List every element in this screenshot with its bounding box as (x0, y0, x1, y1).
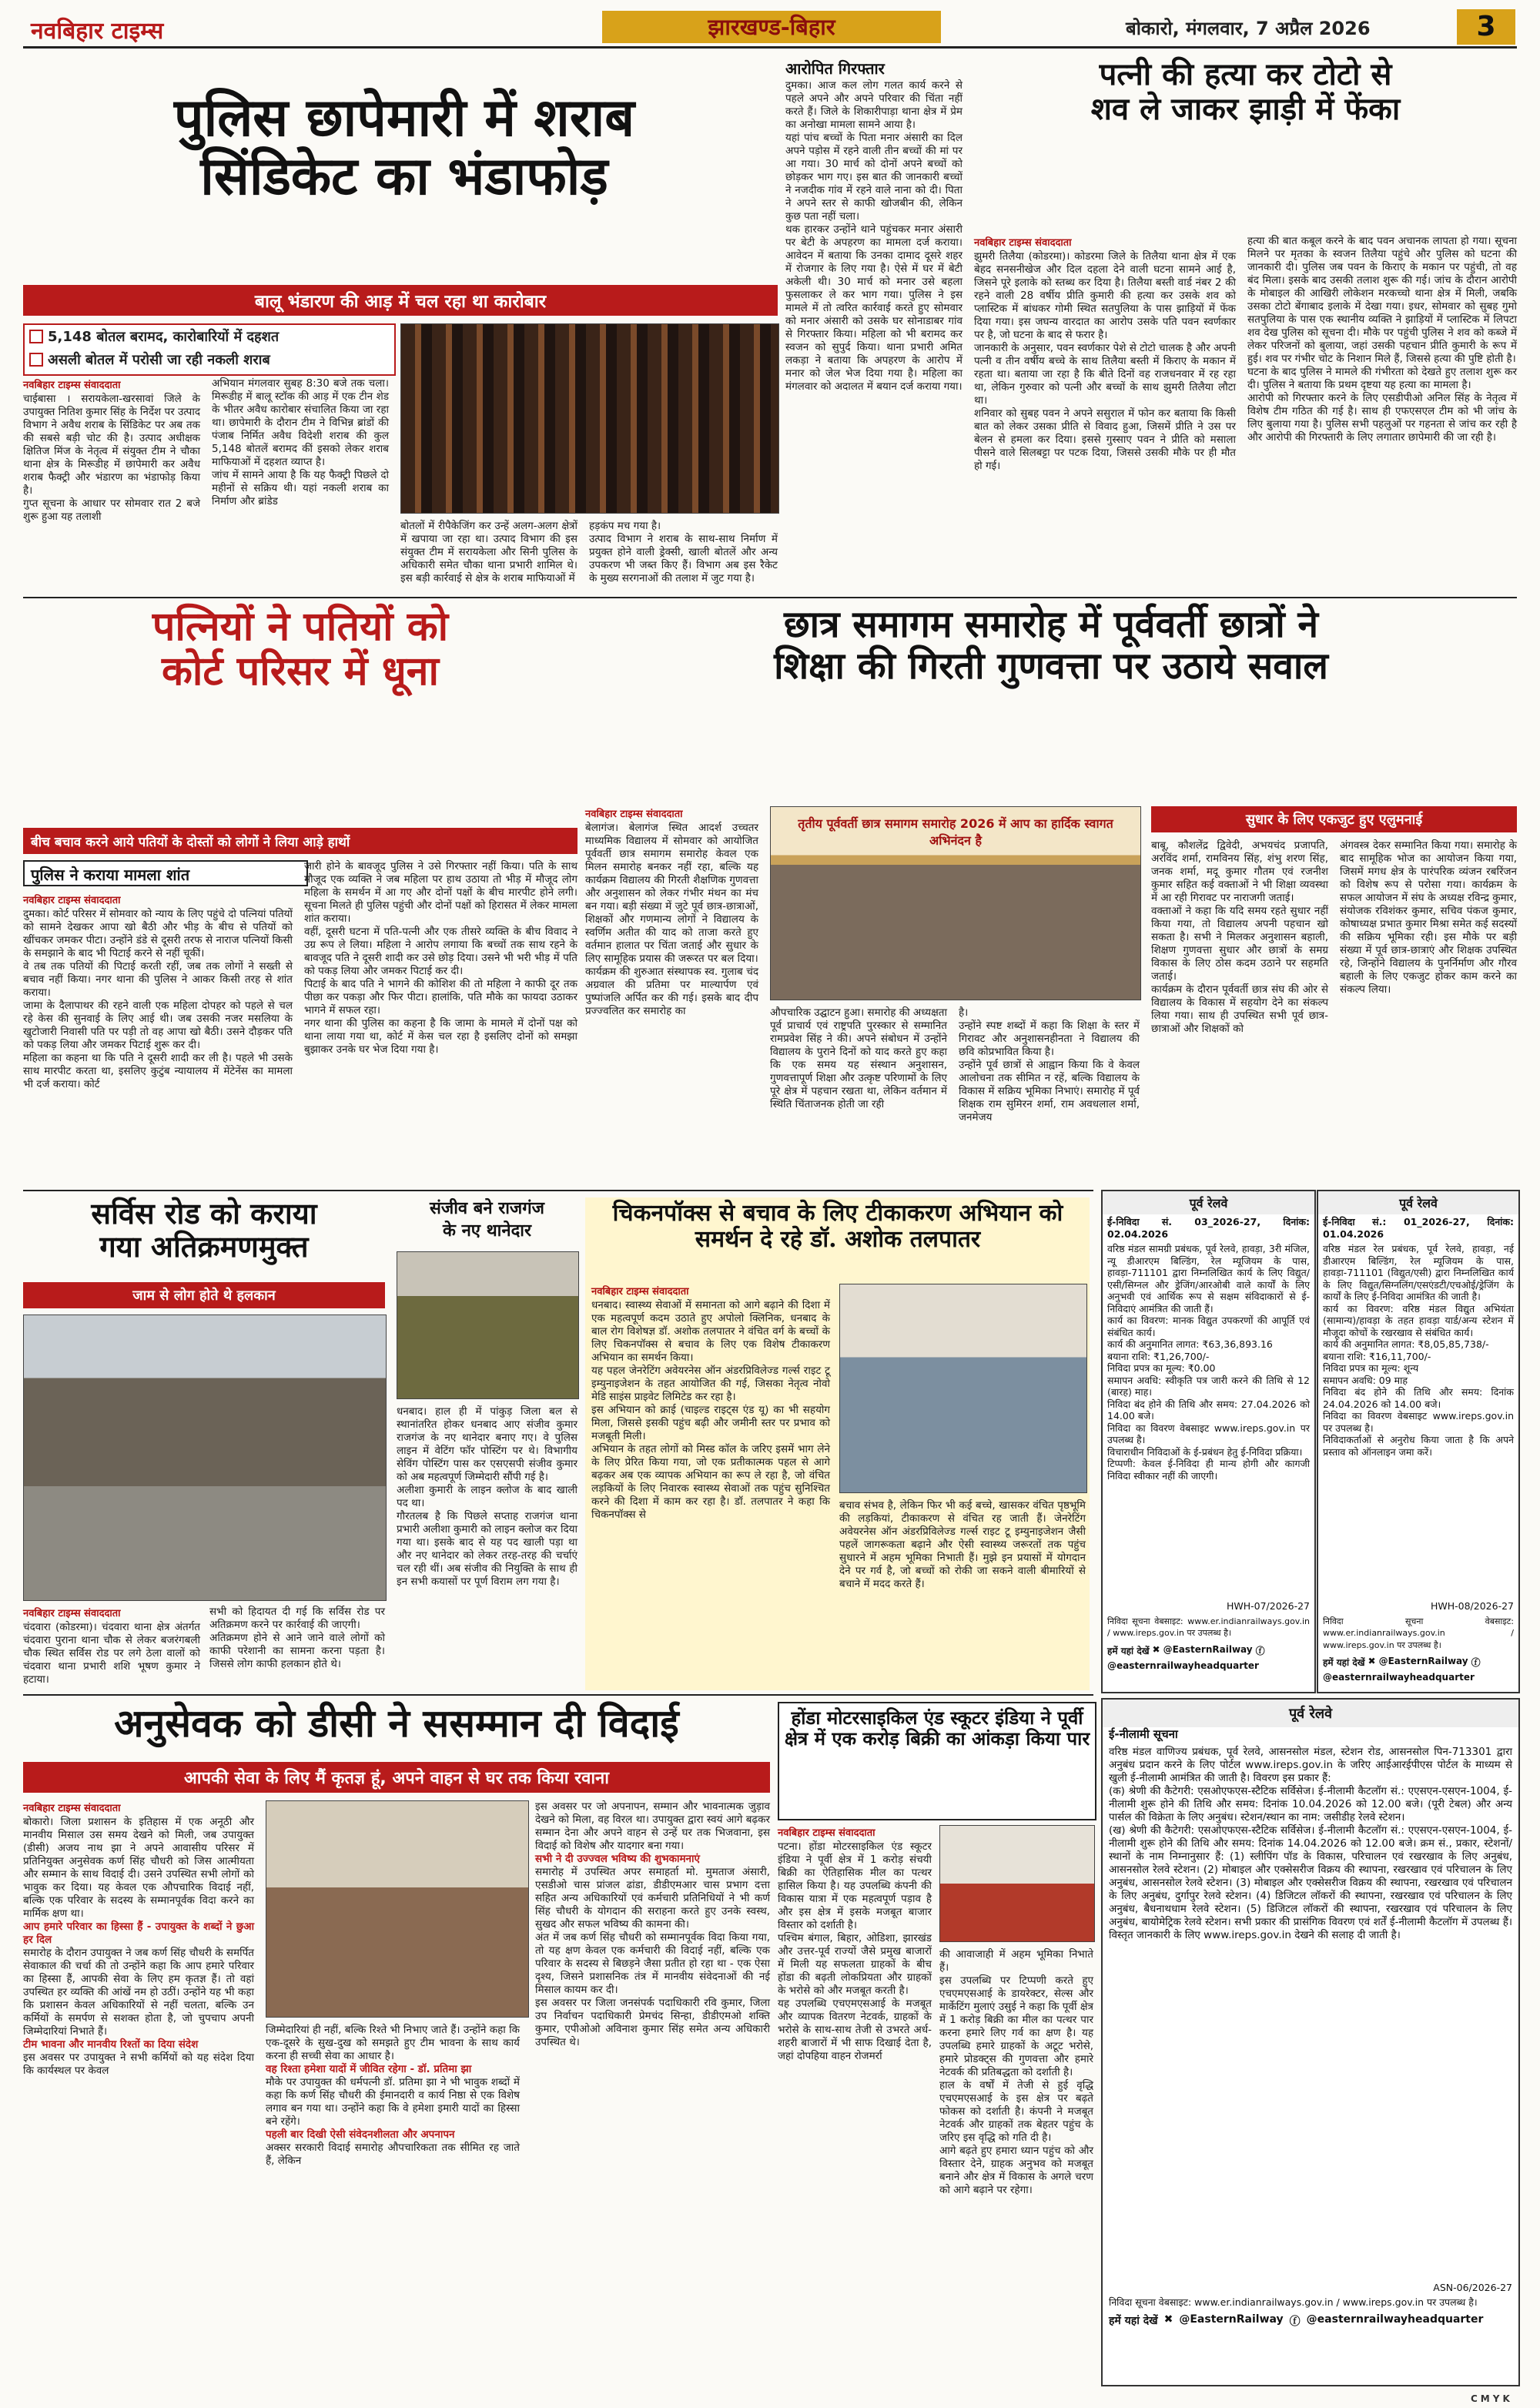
story-honda (778, 1702, 1093, 2395)
farewell-photo (266, 1800, 529, 2018)
cmyk-label: CMYK (1471, 2393, 1513, 2404)
headline-box (778, 1702, 1096, 1820)
notice-header: पूर्व रेलवे (1103, 1700, 1518, 1727)
body-col1: पटना। होंडा मोटरसाइकिल एंड स्कूटर इंडिया ने पूर्वी क्षेत्र में 1 करोड़ संचयी बिक्री का ऐतिहासिक मील का पत्थर हासिल किया है। यह उपलब्धि कंपनी की विकास यात्रा में एक महत्वपूर्ण पड़ाव है और इस क्षेत्र में इसके मजबूत बाजार विस्तार को दर्शाती है। पश्चिम बंगाल, बिहार, ओडिशा, झारखंड और उत्तर-पूर्व राज्यों जैसे प्रमुख बाजारों में मिली यह सफलता ग्राहकों के बीच होंडा की बढ़ती लोकप्रियता और ग्राहकों के भरोसे को और मजबूत करती है। यह उपलब्धि एचएमएसआई के मजबूत और व्यापक वितरण नेटवर्क, ग्राहकों के भरोसे के साथ-साथ तेजी से उभरते अर्ध-शहरी बाजारों में भी साफ दिखाई देता है, जहां दोपहिया वाहन रोजमर्रा (778, 1840, 932, 2062)
railway-notice-3 (1101, 1698, 1520, 2386)
social-row: हमें यहां देखें ✖ @EasternRailway ⓕ @easternrailwayheadquarter (1109, 2313, 1484, 2328)
notice-website: निविदा सूचना वेबसाइट: www.er.indianrailways.gov.in / www.ireps.gov.in पर उपलब्ध है। (1323, 1616, 1517, 1650)
notice-body: वरिष्ठ मंडल वाणिज्य प्रबंधक, पूर्व रेलवे, आसनसोल मंडल, स्टेशन रोड, आसनसोल पिन-713301 द्वारा अनुबंध प्रदान करने के लिए पोर्टल www.ireps.gov.in के जरिए आईआरईपीएस पोर्टल के माध्यम से खुली ई-नीलामी आमंत्रित की जाती है। विवरण इस प्रकार हैं: (क) श्रेणी की कैटेगरी: एसओएफएस-स्टैटिक सर्विसेज। ई-नीलामी कैटलॉग सं.: एएसएन-एसएन-1004, ई-नीलामी शुरू होने की तिथि और समय: दिनांक 10.04.2026 को 12.00 बजे। (पूरी टेबल) और अन्य पार्सल की विक्रेता के लिए अनुबंध। स्टेशन/स्थान का नाम: जसीडीह रेलवे स्टेशन। (ख) श्रेणी की कैटेगरी: एसओएफएस-स्टैटिक सर्विसेज। ई-नीलामी कैटलॉग सं.: एएसएन-एसएन-1004, ई-नीलामी शुरू होने की तिथि और समय: दिनांक 14.04.2026 को 12.00 बजे। क्रम सं., प्रकार, स्टेशनों/स्थानों के नाम निम्नानुसार हैं: (1) स्लीपिंग पॉड के विकास, परिचालन एवं रखरखाव के लिए अनुबंध, आसनसोल रेलवे स्टेशन। (2) मोबाइल और एक्सेसरीज विक्रय की स्थापना, रखरखाव एवं परिचालन के लिए अनुबंध, आसनसोल रेलवे स्टेशन। (3) मोबाइल और एक्सेसरीज विक्रय की स्थापना, रखरखाव एवं परिचालन के लिए अनुबंध, दुर्गापुर रेलवे स्टेशन। (4) डिजिटल लॉकरों की स्थापना, रखरखाव एवं परिचालन के लिए अनुबंध, बैधनाथधाम रेलवे स्टेशन। (5) डिजिटल लॉकरों की स्थापना, रखरखाव एवं परिचालन के लिए अनुबंध, बायोमेट्रिक रेलवे स्टेशन। सभी प्रकार की प्रासंगिक विवरण एवं शर्तें ई-नीलामी कैटलॉग में उपलब्ध हैं। विस्तृत जानकारी के लिए www.ireps.gov.in देखने की सलाह दी जाती है। (1109, 1745, 1512, 1941)
honda-photo (939, 1825, 1095, 1942)
byline: नवबिहार टाइम्स संवाददाता (974, 237, 1072, 249)
notice-header: पूर्व रेलवे (1103, 1191, 1314, 1214)
body-col4: हड़कंप मच गया है। उत्पाद विभाग ने शराब के साथ-साथ निर्माण में प्रयुक्त होने वाली ड्रेक्सी, खाली बोतलें और अन्य उपकरण भी जब्त किए हैं। विभाग अब इस रैकेट के मुख्य सरगनाओं की तलाश में जुट गया है। (589, 520, 778, 584)
body-col1: चाईबासा । सरायकेला-खरसावां जिले के उपायुक्त नितिश कुमार सिंह के निर्देश पर उत्पाद विभाग ने अवैध शराब के सिंडिकेट पर अब तक की सबसे बड़ी चोट की है। उत्पाद अधीक्षक क्षितिज मिंज के नेतृत्व में संयुक्त टीम ने चौका थाना क्षेत्र के मिरूडीह में छापेमारी कर अवैध शराब फैक्ट्री और भंडारण का भंडाफोड़ किया है। गुप्त सूचना के आधार पर सोमवार रात 2 बजे शुरू हुआ यह तलाशी (23, 393, 200, 523)
body-col3: इस अवसर पर जो अपनापन, सम्मान और भावनात्मक जुड़ाव देखने को मिला, वह विरल था। उपायुक्त द्वारा स्वयं आगे बढ़कर सम्मान देना और अपने वाहन से उन्हें घर तक भिजवाना, इस विदाई को विशेष और यादगार बना गया। सभी ने दी उज्ज्वल भविष्य की शुभकामनाएं समारोह में उपस्थित अपर समाहर्ता मो. मुमताज अंसारी, एसडीओ चास प्रांजल ढांडा, डीडीएमआर चास प्रभाग दत्ता सहित अन्य अधिकारियों एवं कर्मचारी प्रतिनिधियों ने भी कर्ण सिंह चौधरी के योगदान की सराहना करते हुए उनके स्वस्थ, सुखद और सफल भविष्य की कामना की। अंत में जब कर्ण सिंह चौधरी को सम्मानपूर्वक विदा किया गया, तो यह क्षण केवल एक कर्मचारी की विदाई नहीं, बल्कि एक परिवार के सदस्य से बिछड़ने जैसा प्रतीत हो रहा था - एक ऐसा दृश्य, जिसने प्रशासनिक तंत्र में मानवीय संवेदनाओं की नई मिसाल कायम कर दी। इस अवसर पर जिला जनसंपर्क पदाधिकारी रवि कुमार, जिला उप निर्वाचन पदाधिकारी प्रेमचंद सिन्हा, डीडीएमओ शक्ति कुमार, एपीओओ अविनाश कुमार सिंह समेत अन्य अधिकारी उपस्थित थे। (535, 1800, 774, 2048)
page-number: 3 (1457, 9, 1515, 45)
tender-line: ई-निविदा सं.: 01_2026-27, दिनांक: 01.04.2026 (1323, 1216, 1518, 1240)
headline: सर्विस रोड को कराया गया अतिक्रमणमुक्त (91, 1196, 317, 1264)
body-col1: चंदवारा (कोडरमा)। चंदवारा थाना क्षेत्र अंतर्गत चंदवारा पुराना थाना चौक से लेकर बजरंगबली चौक स्थित सर्विस रोड पर लगे ठेला वालों को चंदवारा थाना प्रभारी शशि भूषण कुमार ने हटाया। (23, 1621, 204, 1686)
byline: नवबिहार टाइम्स संवाददाता (23, 895, 121, 906)
facebook-icon: ⓕ (1289, 2315, 1301, 2328)
headline: होंडा मोटरसाइकिल एंड स्कूटर इंडिया ने पूर्वी क्षेत्र में एक करोड़ बिक्री का आंकड़ा किया पार (784, 1706, 1090, 1750)
boxed-subhead: पुलिस ने कराया मामला शांत (23, 860, 308, 886)
railway-notice-2 (1317, 1190, 1520, 1693)
event-banner-text: तृतीय पूर्ववर्ती छात्र समागम समारोह 2026 में आप का हार्दिक स्वागत अभिनंदन है (798, 816, 1113, 848)
railway-notice-1 (1101, 1190, 1316, 1693)
x-icon: ✖ (1163, 2313, 1173, 2326)
notice-website: निविदा सूचना वेबसाइट: www.er.indianrailways.gov.in / www.ireps.gov.in पर उपलब्ध है। (1109, 2296, 1478, 2308)
story-arrest (785, 58, 966, 597)
byline: नवबिहार टाइम्स संवाददाता (23, 380, 121, 391)
masthead: नवबिहार टाइम्स (31, 18, 164, 45)
section-banner: झारखण्ड-बिहार (602, 11, 941, 43)
notice-body: वरिष्ठ मंडल रेल प्रबंधक, पूर्व रेलवे, हावड़ा, नई डीआरएम बिल्डिंग, रेल म्यूजियम के पास, हावड़ा-711101 (विद्युत/एसी) द्वारा निम्नलिखित कार्य के लिए विद्युत/सिग्नलिंग/एसएंडटी/एचओई/ड्रेजिंग के कार्यों के लिए ई-निविदा आमंत्रित की जाती है। कार्य का विवरण: वरिष्ठ मंडल विद्युत अभियंता (सामान्य)/हावड़ा के तहत हावड़ा यार्ड/अन्य स्टेशन में मौजूदा कोचों के रखरखाव से संबंधित कार्य। कार्य की अनुमानित लागत: ₹8,05,85,738/- बयाना राशि: ₹16,11,700/- निविदा प्रपत्र का मूल्य: शून्य समापन अवधि: 09 माह निविदा बंद होने की तिथि और समय: दिनांक 24.04.2026 को 14.00 बजे। निविदा का विवरण वेबसाइट www.ireps.gov.in पर उपलब्ध है। निविदाकर्ताओं से अनुरोध किया जाता है कि अपने प्रस्ताव को ऑनलाइन जमा करें। (1323, 1243, 1514, 1458)
social-row: हमें यहां देखें ✖ @EasternRailway ⓕ @easternrailwayheadquarter (1107, 1643, 1265, 1671)
body-col4: बाबू, कौशलेंद्र द्विवेदी, अभयचंद प्रजापति, अरविंद शर्मा, रामविनय सिंह, शंभु शरण सिंह, जनक शर्मा, मदू कुमार गौतम एवं रजनीश कुमार सहित कई वक्ताओं ने भी शिक्षा व्यवस्था में आ रही गिरावट पर नाराजगी जताई। वक्ताओं ने कहा कि यदि समय रहते सुधार नहीं किया गया, तो विद्यालय अपनी पहचान खो सकता है। सभी ने मिलकर अनुशासन बहाली, शिक्षण गुणवत्ता सुधार और छात्रों के समग्र विकास के लिए ठोस कदम उठाने पर सहमति जताई। कार्यक्रम के दौरान पूर्ववर्ती छात्र संघ की ओर से विद्यालय के विकास में सहयोग देने का संकल्प लिया गया। साथ ही उपस्थित सभी पूर्व छात्र-छात्राओं और शिक्षकों को (1151, 839, 1328, 1035)
notice-body: वरिष्ठ मंडल सामग्री प्रबंधक, पूर्व रेलवे, हावड़ा, 3री मंजिल, न्यू डीआरएम बिल्डिंग, रेल म्यूजियम के पास, हावड़ा-711101 द्वारा निम्नलिखित कार्य के लिए विद्युत/एसी/सिग्नल और ड्रेजिंग/आरओबी वाले कार्यों के लिए अनुभवी एवं आर्थिक रूप से सक्षम संविदाकारों से ई-निविदाएं आमंत्रित की जाती हैं। कार्य का विवरण: मानक विद्युत उपकरणों की आपूर्ति एवं संबंधित कार्य। कार्य की अनुमानित लागत: ₹63,36,893.16 बयाना राशि: ₹1,26,700/- निविदा प्रपत्र का मूल्य: ₹0.00 समापन अवधि: स्वीकृति पत्र जारी करने की तिथि से 12 (बारह) माह। निविदा बंद होने की तिथि और समय: 27.04.2026 को 14.00 बजे। निविदा का विवरण वेबसाइट www.ireps.gov.in पर उपलब्ध है। विचाराधीन निविदाओं के ई-प्रबंधन हेतु ई-निविदा प्रक्रिया। टिप्पणी: केवल ई-निविदा ही मान्य होगी और कागजी निविदा स्वीकार नहीं की जाएगी। (1107, 1243, 1310, 1482)
headline: चिकनपॉक्स से बचाव के लिए टीकाकरण अभियान को समर्थन दे रहे डॉ. अशोक तलपातर (612, 1200, 1063, 1253)
body-col3: है। उन्होंने स्पष्ट शब्दों में कहा कि शिक्षा के स्तर में गिरावट और अनुशासनहीनता ने विद्यालय की छवि कोप्रभावित किया है। उन्होंने पूर्व छात्रों से आह्वान किया कि वे केवल आलोचना तक सीमित न रहें, बल्कि विद्यालय के विकास में सक्रिय भूमिका निभाएं। समारोह में पूर्व शिक्षक राम सुमिरन शर्मा, राम अवधलाल शर्मा, जनमेजय (959, 1006, 1140, 1124)
headline: पुलिस छापेमारी में शराब सिंडिकेट का भंडाफोड़ (173, 87, 635, 208)
doctor-photo (839, 1284, 1087, 1493)
checkbox-icon (29, 330, 43, 343)
body-col5: अंगवस्त्र देकर सम्मानित किया गया। समारोह के बाद सामूहिक भोज का आयोजन किया गया, जिसमें मगध क्षेत्र के पारंपरिक व्यंजन रबरिंजन को विशेष रूप से परोसा गया। कार्यक्रम के सफल आयोजन में संघ के अध्यक्ष रविन्द्र कुमार, संयोजक रविशंकर कुमार, सचिव पंकज कुमार, कोषाध्यक्ष प्रभात कुमार मिश्रा समेत कई सदस्यों की सक्रिय भूमिका रही। इस मौके पर बड़ी संख्या में पूर्व छात्र-छात्राएं और शिक्षक उपस्थित रहे, जिन्होंने विद्यालय के पुनर्निर्माण और गौरव बहाली के लिए एकजुट होकर काम करने का संकल्प लिया। (1340, 839, 1521, 996)
byline: नवबिहार टाइम्स संवाददाता (23, 1803, 121, 1814)
body-col1: बेलागंज। बेलागंज स्थित आदर्श उच्चतर माध्यमिक विद्यालय में सोमवार को आयोजित पूर्ववर्ती छात्र समागम समारोह केवल एक मिलन समारोह बनकर नहीं रहा, बल्कि यह कार्यक्रम विद्यालय की गिरती शैक्षणिक गुणवत्ता और अनुशासन को लेकर गंभीर मंथन का मंच बन गया। बड़ी संख्या में जुटे पूर्व छात्र-छात्राओं, शिक्षकों और गणमान्य लोगों ने विद्यालय के स्वर्णिम अतीत की याद को ताजा करते हुए वर्तमान हालात पर चिंता जताई और सुधार के लिए सामूहिक प्रयास की जरूरत पर बल दिया। कार्यक्रम की शुरुआत संस्थापक स्व. गुलाब चंद अग्रवाल की प्रतिमा पर माल्यार्पण एवं पुष्पांजलि अर्पित कर की गई। इसके बाद दीप प्रज्ज्वलित कर समारोह का (585, 822, 758, 1017)
notice-header: पूर्व रेलवे (1318, 1191, 1518, 1214)
body-col2: जारी होने के बावजूद पुलिस ने उसे गिरफ्तार नहीं किया। पति के साथ मौजूद एक व्यक्ति ने जब महिला पर हाथ उठाया तो भीड़ में मौजूद लोग महिला के समर्थन में आ गए और दोनों पक्षों के बीच मारपीट होने लगी। सूचना मिलते ही पुलिस पहुंची और दोनों पक्षों को हिरासत में लेकर मामला शांत कराया। वहीं, दूसरी घटना में पति-पत्नी और एक तीसरे व्यक्ति के बीच विवाद ने उग्र रूप ले लिया। महिला ने आरोप लगाया कि बच्चों तक साथ रहने के बावजूद पति ने दूसरी शादी कर उसे छोड़ दिया। उसने भी भरी भीड़ में पति को पकड़ लिया और जमकर पिटाई कर दी। पिटाई के बाद पति ने भागने की कोशिश की तो महिला ने काफी दूर तक पीछा कर पकड़ा और फिर पीटा। हालांकि, पति मौके का फायदा उठाकर भागने में सफल रहा। नगर थाना की पुलिस का कहना है कि जामा के मामले में दोनों पक्ष को थाना लाया गया था, कोर्ट में केस चल रहा है इसलिए दोनों को समझा बुझाकर उनके घर भेज दिया गया है। (304, 860, 578, 1056)
dateline: बोकारो, मंगलवार, 7 अप्रैल 2026 (1126, 18, 1371, 39)
story-new-sho (397, 1197, 578, 1683)
checkbox-icon (29, 353, 43, 367)
facebook-icon: ⓕ (1255, 1645, 1265, 1656)
kicker: आरोपित गिरफ्तार (785, 59, 885, 78)
body-col3: बोतलों में रीपैकेजिंग कर उन्हें अलग-अलग क्षेत्रों में खपाया जा रहा था। उत्पाद विभाग की इस संयुक्त टीम में सरायकेला और सिनी पुलिस के अधिकारी समेत चौका थाना प्रभारी शामिल थे। इस बड़ी कार्रवाई से क्षेत्र के शराब माफियाओं में (400, 520, 581, 584)
body-col1: धनबाद। हाल ही में पांकुड़ जिला बल से स्थानांतरित होकर धनबाद आए संजीव कुमार राजगंज के नए थानेदार बनाए गए। वे पुलिस लाइन में वेटिंग फॉर पोस्टिंग पर थे। विभागीय सेविंग पोस्टिंग पास कर एसएसपी संजीव कुमार को अब महत्वपूर्ण जिम्मेदारी सौंपी गई है। अलीशा कुमारी के लाइन क्लोज के बाद खाली पद था। गौरतलब है कि पिछले सप्ताह राजगंज थाना प्रभारी अलीशा कुमारी को लाइन क्लोज कर दिया गया था। इसके बाद से यह पद खाली पड़ा था और नए थानेदार को लेकर तरह-तरह की चर्चाएं चल रही थीं। अब संजीव की नियुक्ति के साथ ही इन सभी कयासों पर पूर्ण विराम लग गया है। (397, 1405, 578, 1588)
story-wife-murder (974, 58, 1517, 597)
body-col1: दुमका। कोर्ट परिसर में सोमवार को न्याय के लिए पहुंचे दो पत्नियां पतियों को सामने देखकर आपा खो बैठी और भीड़ के बीच से पतियों को खींचकर जमकर पीटा। उन्होंने डंडे से दूसरी तरफ से नाराज पत्नियों किसी के समझाने के बाद भी पिटाई करने से नहीं चूकीं। वे तब तक पतियों की पिटाई करती रहीं, जब तक लोगों ने सख्ती से बचाव नहीं किया। नगर थाना की पुलिस ने आकर किसी तरह से शांत कराया। जामा के दैलापाथर की रहने वाली एक महिला दोपहर को पहले से चल रहे केस की सुनवाई के लिए आई थी। जब उसकी नजर मसलिया के खुटोजारी निवासी पति पर पड़ी तो वह आपा खो बैठी। उसने दौड़कर पति को पकड़ लिया और जमकर पिटाई शुरू कर दी। महिला का कहना था कि पति ने दूसरी शादी कर ली है। पहले भी उसके साथ मारपीट करता था, इसलिए कुटुंब न्यायालय में मेंटेनेंस का मामला भी दर्ज कराया। कोर्ट (23, 908, 293, 1090)
byline: नवबिहार टाइम्स संवाददाता (585, 809, 683, 820)
story-liquor-syndicate (23, 54, 778, 593)
body-col1: बोकारो। जिला प्रशासन के इतिहास में एक अनूठी और मानवीय मिसाल उस समय देखने को मिली, जब उपायुक्त (डीसी) अजय नाथ झा ने अपने आवासीय परिसर में प्रतिनियुक्त अनुसेवक कर्ण सिंह चौधरी को जिस आत्मीयता और सम्मान के साथ विदाई दी। उसने उपस्थित सभी लोगों को भावुक कर दिया। यह केवल एक औपचारिक विदाई नहीं, बल्कि एक परिवार के सदस्य के सम्मानपूर्वक विदा करने का मार्मिक क्षण था। आप हमारे परिवार का हिस्सा हैं - उपायुक्त के शब्दों ने छुआ हर दिल समारोह के दौरान उपायुक्त ने जब कर्ण सिंह चौधरी के समर्पित सेवाकाल की चर्चा की तो उन्होंने कहा कि आप हमारे परिवार का हिस्सा हैं, आपकी सेवा के लिए हम कृतज्ञ हैं। तो वहां उपस्थित हर व्यक्ति की आंखें नम हो उठीं। उन्होंने यह भी कहा कि प्रशासन केवल अधिकारियों से नहीं चलता, बल्कि उन कर्मियों के समर्पण से सशक्त होता है, जो चुपचाप अपनी जिम्मेदारियां निभाते हैं। टीम भावना और मानवीय रिश्तों का दिया संदेश इस अवसर पर उपायुक्त ने सभी कर्मियों को यह संदेश दिया कि कार्यस्थल पर केवल (23, 1816, 258, 2077)
story-wives-beat-husbands (23, 605, 578, 1182)
body-col1: धनबाद। स्वास्थ्य सेवाओं में समानता को आगे बढ़ाने की दिशा में एक महत्वपूर्ण कदम उठाते हुए अपोलो क्लिनिक, धनबाद के बाल रोग विशेषज्ञ डॉ. अशोक तलपातर ने वंचित वर्ग के बच्चों के लिए चिकनपॉक्स से बचाव के लिए एक विशेष टीकाकरण अभियान का समर्थन किया। यह पहल जेनरेटिंग अवेयरनेस ऑन अंडरप्रिविलेज्ड गर्ल्स राइट टू इम्युनाइजेशन के तहत आयोजित की गई, जिसका नेतृत्व नोवो मेडि साइंस प्राइवेट लिमिटेड कर रहा है। इस अभियान को क्राई (चाइल्ड राइट्स एंड यू) का भी सहयोग मिला, जिससे इसकी पहुंच बढ़ी और जमीनी स्तर पर प्रभाव को मजबूती मिली। अभियान के तहत लोगों को मिस्ड कॉल के जरिए इसमें भाग लेने के लिए प्रेरित किया गया, जो एक प्रतीकात्मक पहल से आगे बढ़कर अब एक व्यापक अभियान का रूप ले रहा है, जो वंचित लड़कियों के लिए निवारक स्वास्थ्य सेवाओं तक पहुंच सुनिश्चित करने की दिशा में काम कर रहा है। डॉ. तलपातर ने कहा कि चिकनपॉक्स से (591, 1299, 830, 1521)
officer-photo (397, 1251, 579, 1399)
body-col1: झुमरी तिलैया (कोडरमा)। कोडरमा जिले के तिलैया थाना क्षेत्र में एक बेहद सनसनीखेज और दिल दहला देने वाली घटना सामने आई है, जिसने पूरे इलाके को स्तब्ध कर दिया है। तिलैया बस्ती वार्ड नंबर 2 की रहने वाली 28 वर्षीय प्रीति कुमारी की हत्या कर उसके शव को प्लास्टिक में बांधकर गोमी स्थित सतपुलिया के पास झाड़ियों में फेंक दिया गया। इस जघन्य वारदात का आरोप उसके पति पवन स्वर्णकार पर है, जो घटना के बाद से फरार है। जानकारी के अनुसार, पवन स्वर्णकार पेशे से टोटो चालक है और अपनी पत्नी व तीन वर्षीय बच्चे के साथ तिलैया बस्ती में किराए के मकान में रहता था। बताया जा रहा है कि बीते दिनों वह राजधनवार में रह रहा था, लेकिन गुरुवार को पत्नी और बच्चों के साथ झुमरी तिलैया लौटा था। शनिवार को सुबह पवन ने अपने ससुराल में फोन कर बताया कि किसी बात को लेकर उसका प्रीति से विवाद हुआ, जिसमें प्रीति ने उस पर बेलन से हमला कर दिया। इससे गुस्साए पवन ने प्रीति को मसाला पीसने वाले सिलबट्टा पर पटक दिया, जिससे उसकी मौके पर ही मौत हो गई। (974, 250, 1236, 472)
alumni-event-photo (770, 806, 1141, 1000)
notice-website: निविदा सूचना वेबसाइट: www.er.indianrailways.gov.in / www.ireps.gov.in पर उपलब्ध है। (1107, 1616, 1313, 1638)
story-farewell (23, 1700, 774, 2395)
body-col2: औपचारिक उद्घाटन हुआ। समारोह की अध्यक्षता पूर्व प्राचार्य एवं राष्ट्रपति पुरस्कार से सम्मानित रामप्रवेश सिंह ने की। अपने संबोधन में उन्होंने विद्यालय के पुराने दिनों को याद करते हुए कहा कि एक समय यह संस्थान अनुशासन, गुणवत्तापूर्ण शिक्षा और उत्कृष्ट परिणामों के लिए पूरे क्षेत्र में पहचान रखता था, लेकिन वर्तमान में स्थिति चिंताजनक होती जा रही (770, 1006, 951, 1110)
story-service-road (23, 1196, 385, 1686)
byline: नवबिहार टाइम्स संवाददाता (23, 1608, 121, 1619)
headline: अनुसेवक को डीसी ने ससम्मान दी विदाई (114, 1700, 679, 1746)
x-icon: ✖ (1152, 1643, 1160, 1655)
body-col2: जिम्मेदारियां ही नहीं, बल्कि रिश्ते भी निभाए जाते हैं। उन्होंने कहा कि एक-दूसरे के सुख-दुख को समझते हुए टीम भावना के साथ कार्य करना ही सच्ची सेवा का आधार है। वह रिश्ता हमेशा यादों में जीवित रहेगा - डॉ. प्रतिमा झा मौके पर उपायुक्त की धर्मपत्नी डॉ. प्रतिमा झा ने भी भावुक शब्दों में कहा कि कर्ण सिंह चौधरी की ईमानदारी व कार्य निष्ठा से एक विशेष लगाव बन गया था। उन्होंने कहा कि वे हमेशा इमारी यादों का हिस्सा बने रहेंगे। पहली बार दिखी ऐसी संवेदनशीलता और अपनापन अक्सर सरकारी विदाई समारोह औपचारिकता तक सीमित रह जाते हैं, लेकिन (266, 2024, 524, 2167)
masthead-strip (9, 9, 1531, 51)
notice-code: HWH-08/2026-27 (1430, 1600, 1514, 1612)
body-col2: बचाव संभव है, लेकिन फिर भी कई बच्चे, खासकर वंचित पृष्ठभूमि की लड़कियां, टीकाकरण से वंचित रह जाती हैं। जेनरेटिंग अवेयरनेस ऑन अंडरप्रिविलेज्ड गर्ल्स राइट टू इम्युनाइजेशन जैसी पहलें जागरूकता बढ़ाने और ऐसी स्वास्थ्य जरूरतों तक पहुंच सुधारने में अहम भूमिका निभाती हैं। मुझे इन प्रयासों में योगदान देने पर गर्व है, जो बच्चों को रोकी जा सकने वाली बीमारियों से बचाने में मदद करते हैं। (839, 1499, 1090, 1590)
x-icon: ✖ (1368, 1656, 1376, 1666)
story-alumni-meet (585, 603, 1521, 1182)
sub-headline-bar: आपकी सेवा के लिए मैं कृतज्ञ हूं, अपने वाहन से घर तक किया रवाना (23, 1762, 770, 1793)
body-col2: सभी को हिदायत दी गई कि सर्विस रोड पर अतिक्रमण करने पर कार्रवाई की जाएगी। अतिक्रमण होने से आने जाने वाले लोगों को काफी परेशानी का सामना करना पड़ता है। जिससे लोग काफी हलकान होते थे। (209, 1606, 385, 1670)
body-col2: हत्या की बात कबूल करने के बाद पवन अचानक लापता हो गया। सूचना मिलने पर मृतका के स्वजन तिलैया पहुंचे और पुलिस को घटना की जानकारी दी। पुलिस जब पवन के किराए के मकान पर पहुंची, तो वह बंद मिला। इसके बाद उसकी तलाश शुरू की गई। जांच के दौरान आरोपी के मोबाइल की आखिरी लोकेशन मरकच्चो थाना क्षेत्र में मिली, जबकि उसका टोटो बेंगाबाद इलाके में देखा गया। इधर, सोमवार को सुबह गुमो सतपुलिया के पास एक स्थानीय व्यक्ति ने झाड़ियों में प्लास्टिक में लिपटा शव देख पुलिस को सूचना दी। मौके पर पहुंची पुलिस ने शव को कब्जे में लेकर परिजनों को बुलाया, जहां उसकी पहचान प्रीति कुमारी के रूप में हुई। शव पर गंभीर चोट के निशान मिले हैं, जिससे हत्या की पुष्टि होती है। घटना के बाद पुलिस ने मामले की गंभीरता को देखते हुए तलाश शुरू कर दी। पुलिस ने बताया कि प्रथम दृष्टया यह हत्या का मामला है। आरोपी को गिरफ्तार करने के लिए एसडीपीओ अनिल सिंह के नेतृत्व में विशेष टीम गठित की गई है। साथ ही एफएसएल टीम को भी जांच के लिए बुलाया गया है। पुलिस सभी पहलुओं पर गहनता से जांच कर रही है और आरोपी की गिरफ्तारी के लिए लगातार छापेमारी की जा रही है। (1247, 235, 1517, 444)
headline: पत्नियों ने पतियों को कोर्ट परिसर में धूना (152, 603, 449, 695)
headline: संजीव बने राजगंज के नए थानेदार (430, 1198, 544, 1241)
bullet-box: 5,148 बोतल बरामद, कारोबारियों में दहशत असली बोतल में परोसी जा रही नकली शराब (23, 323, 396, 376)
notice-code: ASN-06/2026-27 (1433, 2281, 1512, 2293)
sub-headline-bar: सुधार के लिए एकजुट हुए एलुमनाई (1151, 806, 1517, 832)
byline: नवबिहार टाइम्स संवाददाता (591, 1286, 689, 1298)
tender-line: ई-निविदा सं. 03_2026-27, दिनांक: 02.04.2026 (1107, 1216, 1314, 1240)
facebook-icon: ⓕ (1471, 1657, 1481, 1668)
sub-headline-bar: बालू भंडारण की आड़ में चल रहा था कारोबार (23, 285, 778, 316)
headline: पत्नी की हत्या कर टोटो से शव ले जाकर झाड़ी में फेंका (1090, 56, 1401, 127)
social-row: हमें यहां देखें ✖ @EasternRailway ⓕ @easternrailwayheadquarter (1323, 1656, 1481, 1683)
road-photo (23, 1315, 387, 1601)
body-col2: अभियान मंगलवार सुबह 8:30 बजे तक चला। मिरूडीह में बालू स्टॉक की आड़ में एक टीन शेड के भीतर अवैध कारोबार संचालित किया जा रहा था। छापेमारी के दौरान टीम ने विभिन्न ब्रांडों की पंजाब निर्मित अवैध विदेशी शराब की कुल 5,148 बोतलें बरामद कीं इसको लेकर शराब माफियाओं में दहशत व्याप्त है। जांच में सामने आया है कि यह फैक्ट्री पिछले दो महीनों से सक्रिय थी। यहां नकली शराब का निर्माण और ब्रांडेड (212, 377, 389, 507)
headline: छात्र समागम समारोह में पूर्ववर्ती छात्रों ने शिक्षा की गिरती गुणवत्ता पर उठाये सवाल (774, 603, 1328, 688)
byline: नवबिहार टाइम्स संवाददाता (778, 1827, 875, 1839)
sub-headline-bar: जाम से लोग होते थे हलकान (23, 1282, 385, 1308)
notice-subhead: ई-नीलामी सूचना (1109, 1727, 1178, 1741)
cmyk-marks (1471, 2393, 1513, 2404)
body-col1: दुमका। आज कल लोग गलत कार्य करने से पहले अपने और अपने परिवार की चिंता नहीं करते हैं। जिले के शिकारीपाड़ा थाना क्षेत्र में प्रेम का अनोखा मामला सामने आया है। यहां पांच बच्चों के पिता मनार अंसारी का दिल अपने पड़ोस में रहने वाली तीन बच्चों की मां पर आ गया। 30 मार्च को दोनों अपने बच्चों को छोड़कर भाग गए। इस बात की जानकारी बच्चों ने नजदीक गांव में रहने वाले नाना को दी। पिता ने अपने स्तर से काफी खोजबीन की, लेकिन कुछ पता नहीं चला। थक हारकर उन्होंने थाने पहुंचकर मनार अंसारी पर बेटी के अपहरण का मामला दर्ज कराया। आवेदन में बताया कि उनका दामाद दूसरे शहर में रोजगार के लिए गया है। ऐसे में घर में बेटी अकेली थी। 30 मार्च को मनार उसे बहला फुसलाकर ले कर भाग गया। पुलिस ने इस मामले में तो त्वरित कार्रवाई करते हुए सोमवार को मनार अंसारी को उसके घर सोनाडाबर गांव से गिरफ्तार किया। महिला को भी बरामद कर स्वजन को सुपुर्द किया। थाना प्रभारी अमित लकड़ा ने बताया कि अपहरण के आरोप में मनार को जेल भेज दिया गया है। महिला का मंगलवार को अदालत में बयान दर्ज कराया गया। (785, 79, 962, 393)
story-chickenpox (585, 1197, 1090, 1690)
sub-headline-bar: बीच बचाव करने आये पतियों के दोस्तों को लोगों ने लिया आड़े हाथों (23, 828, 578, 854)
notice-code: HWH-07/2026-27 (1226, 1600, 1310, 1612)
body-col2: की आवाजाही में अहम भूमिका निभाते हैं। इस उपलब्धि पर टिप्पणी करते हुए एचएमएसआई के डायरेक्टर, सेल्स और मार्केटिंग मुलाएं उसुई ने कहा कि पूर्वी क्षेत्र में 1 करोड़ बिक्री का मील का पत्थर पार करना हमारे लिए गर्व का क्षण है। यह उपलब्धि हमारे ग्राहकों के अटूट भरोसे, हमारे प्रोडक्ट्स की गुणवत्ता और हमारे नेटवर्क की प्रतिबद्धता को दर्शाती है। हाल के वर्षों में तेजी से हुई वृद्धि एचएमएसआई के इस क्षेत्र पर बढ़ते फोकस को दर्शाती है। कंपनी ने मजबूत नेटवर्क और ग्राहकों तक बेहतर पहुंच के जरिए इस वृद्धि को गति दी है। आगे बढ़ते हुए हमारा ध्यान पहुंच को और विस्तार देने, ग्राहक अनुभव को मजबूत बनाने और क्षेत्र में विकास के अगले चरण को आगे बढ़ाने पर रहेगा। (939, 1948, 1093, 2196)
liquor-bottles-photo (400, 323, 779, 514)
